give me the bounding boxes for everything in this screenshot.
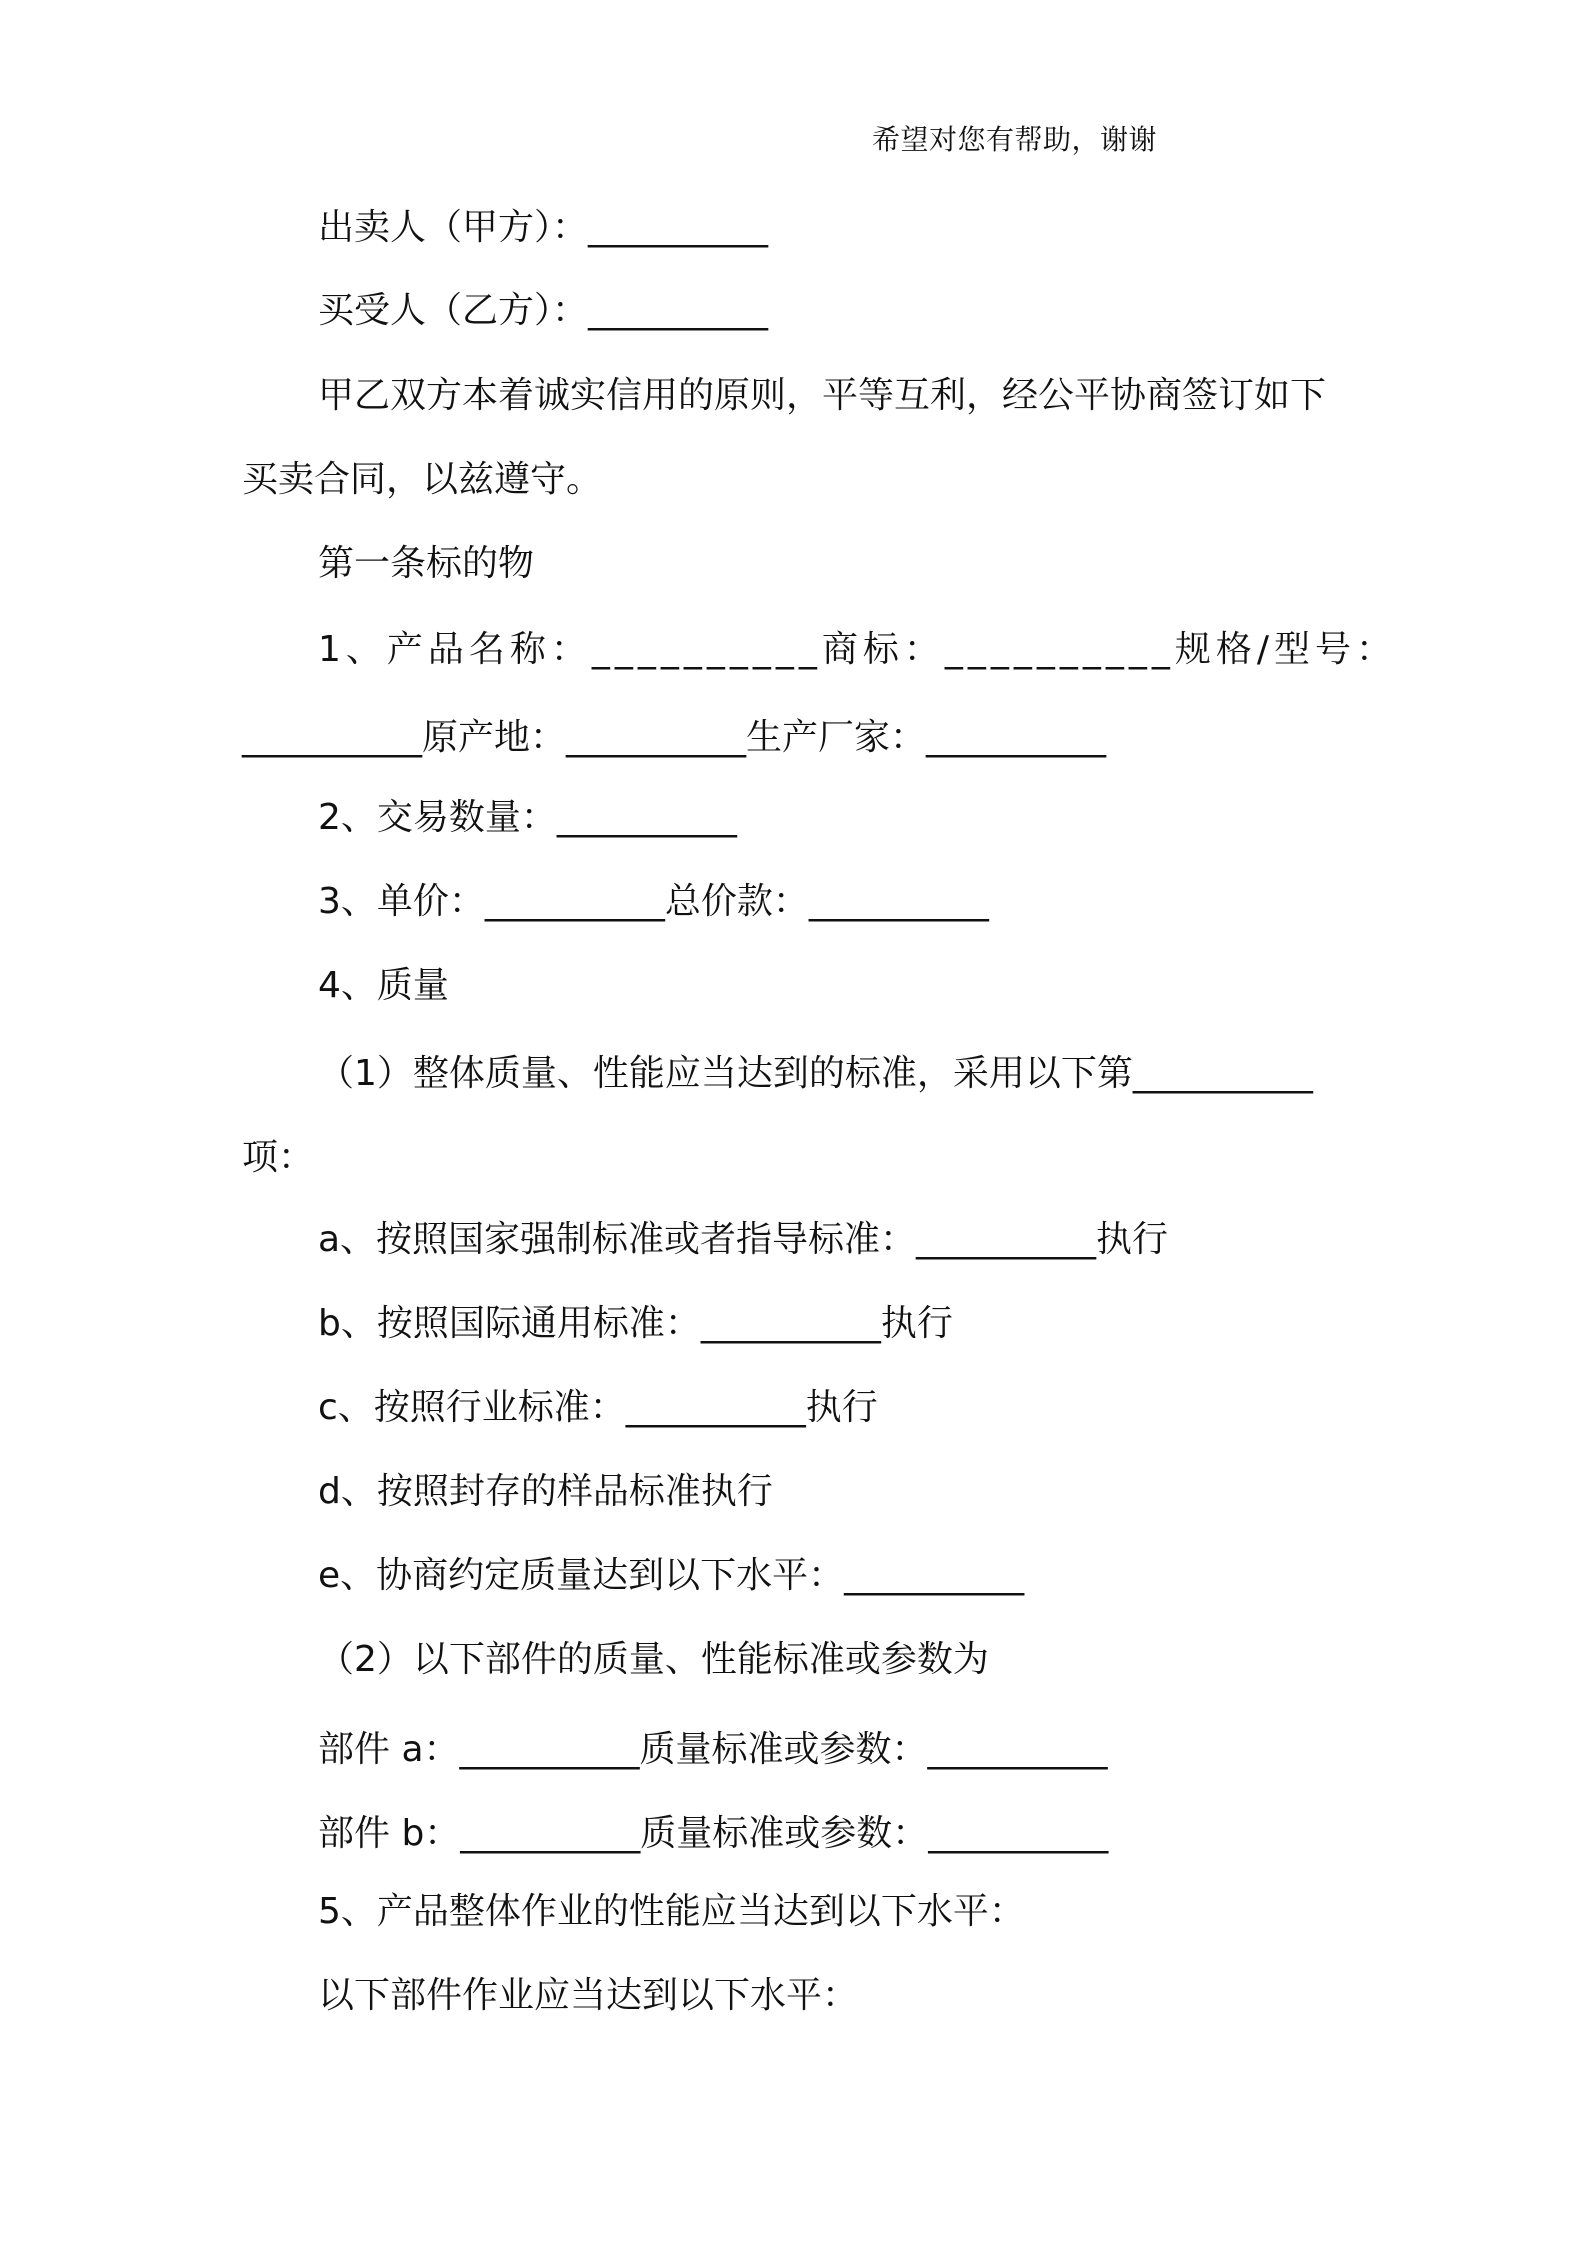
component-performance-line: 以下部件作业应当达到以下水平：: [318, 1975, 859, 2016]
component-standard-heading: （2）以下部件的质量、性能标准或参数为: [318, 1639, 989, 1680]
component-a-line: 部件 a：__________质量标准或参数：__________: [318, 1729, 1108, 1770]
quality-heading: 4、质量: [318, 965, 449, 1006]
option-b-line: b、按照国际通用标准：__________执行: [318, 1303, 953, 1344]
option-e-line: e、协商约定质量达到以下水平：__________: [318, 1555, 1025, 1596]
quality-standard-item-line: 项：: [242, 1137, 315, 1178]
preamble-line-1: 甲乙双方本着诚实信用的原则，平等互利，经公平协商签订如下: [318, 375, 1327, 416]
preamble-line-2: 买卖合同，以兹遵守。: [242, 459, 603, 500]
article-1-heading: 第一条标的物: [318, 543, 535, 584]
component-b-line: 部件 b：__________质量标准或参数：__________: [318, 1813, 1109, 1854]
option-c-line: c、按照行业标准：__________执行: [318, 1387, 878, 1428]
seller-line: 出卖人（甲方）：__________: [318, 207, 769, 248]
option-d-line: d、按照封存的样品标准执行: [318, 1471, 773, 1512]
buyer-line: 买受人（乙方）：__________: [318, 290, 769, 331]
origin-manufacturer-line: __________原产地：__________生产厂家：__________: [242, 717, 1107, 758]
option-a-line: a、按照国家强制标准或者指导标准：__________执行: [318, 1219, 1169, 1260]
quantity-line: 2、交易数量：__________: [318, 797, 737, 838]
price-line: 3、单价：__________总价款：__________: [318, 881, 989, 922]
product-name-line: 1、产品名称：__________商标：__________规格/型号：: [318, 629, 1398, 670]
header-note: 希望对您有帮助，谢谢: [872, 123, 1158, 156]
overall-performance-line: 5、产品整体作业的性能应当达到以下水平：: [318, 1891, 1025, 1932]
quality-standard-line: （1）整体质量、性能应当达到的标准，采用以下第__________: [318, 1053, 1313, 1094]
